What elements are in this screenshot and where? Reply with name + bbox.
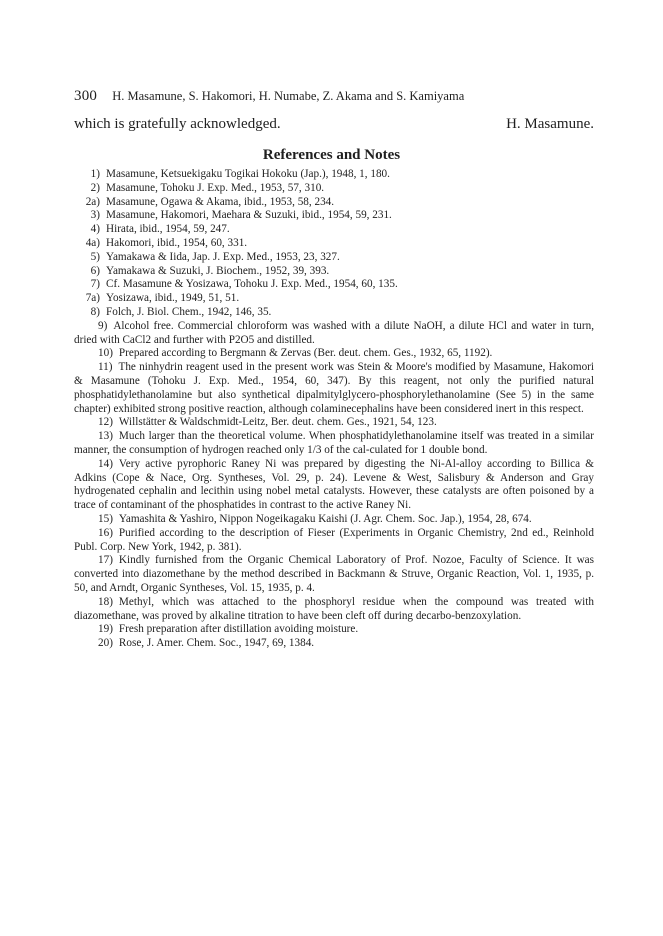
reference-number: 5) — [90, 250, 100, 263]
reference-text: Yamashita & Yashiro, Nippon Nogeikagaku Kaishi (J. Agr. Chem. Soc. Jap.), 1954, 28, 674. — [118, 512, 532, 525]
reference-number: 10) — [98, 347, 113, 360]
section-title: References and Notes — [262, 147, 401, 163]
reference-item — [74, 237, 594, 251]
reference-number: 2) — [90, 181, 100, 194]
reference-item — [74, 278, 594, 292]
reference-text: Prepared according to Bergmann & Zervas (Ber. deut. chem. Ges., 1932, 65, 1192). — [118, 347, 493, 360]
reference-text: Masamune, Ogawa & Akama, ibid., 1953, 58, 234. — [106, 195, 335, 208]
reference-number: 3) — [90, 209, 100, 222]
reference-item — [74, 223, 594, 237]
reference-item — [74, 596, 594, 624]
reference-item — [74, 513, 594, 527]
reference-number: 6) — [90, 264, 100, 277]
reference-item — [74, 347, 594, 361]
acknowledgement-text: which is gratefully acknowledged. — [74, 116, 281, 132]
reference-text: Masamune, Tohoku J. Exp. Med., 1953, 57, 310. — [106, 181, 325, 194]
reference-number: 19) — [98, 623, 113, 636]
reference-item — [74, 292, 594, 306]
reference-item — [74, 430, 594, 458]
reference-item — [74, 361, 594, 416]
reference-number: 12) — [98, 416, 113, 429]
reference-number: 4) — [90, 223, 100, 236]
references-list — [74, 168, 594, 651]
reference-number: 14) — [98, 457, 113, 470]
reference-number: 8) — [90, 305, 100, 318]
reference-number: 20) — [98, 637, 113, 650]
reference-text: Yamakawa & Suzuki, J. Biochem., 1952, 39, 393. — [106, 264, 330, 277]
reference-item — [74, 168, 594, 182]
reference-item — [74, 527, 594, 555]
reference-item — [74, 623, 594, 637]
reference-item — [74, 416, 594, 430]
reference-number: 16) — [98, 526, 113, 539]
reference-number: 2a) — [85, 195, 100, 208]
reference-text: Very active pyrophoric Raney Ni was prepared by digesting the Ni-Al-alloy according to Billica & Adkins (Cope & Nace, Org. Syntheses, Vol. 29, p. 24). Levene & West, Salisbury & Anderson and Gray hydrogenated cephalin and lecithin using nobel metal catalysts. However, these catalysts are often poisoned by a trace of contaminant of the phosphatides in contrast to the active Raney Ni. — [74, 457, 594, 512]
reference-number: 18) — [98, 595, 113, 608]
reference-text: Alcohol free. Commercial chloroform was washed with a dilute NaOH, a dilute HCl and water in turn, dried with CaCl2 and further with P2O5 and distilled. — [74, 319, 594, 346]
reference-item — [74, 265, 594, 279]
reference-text: The ninhydrin reagent used in the present work was Stein & Moore's modified by Masamune, Hakomori & Masamune (Tohoku J. Exp. Med., 1954, 60, 347). By this reagent, not only the purified natural phosphatidylethanolamine but also synthetical dipalmitylglycero-phosphorylethanolamine (See 5) in the same chapter) exhibited strong positive reaction, although colaminecephalins have been considered inert in this respect. — [74, 361, 594, 415]
reference-number: 15) — [98, 512, 113, 525]
reference-number: 13) — [98, 430, 113, 443]
reference-text: Folch, J. Biol. Chem., 1942, 146, 35. — [106, 305, 272, 318]
page-number: 300 — [74, 88, 98, 104]
reference-text: Hakomori, ibid., 1954, 60, 331. — [106, 236, 248, 249]
reference-number: 4a) — [85, 236, 100, 249]
reference-text: Methyl, which was attached to the phosphoryl residue when the compound was treated with diazomethane, was proved by alkaline titration to have been cleft off during decarbo-benzoxylation. — [74, 595, 594, 622]
reference-number: 9) — [98, 319, 108, 332]
acknowledgement-line — [74, 116, 594, 133]
reference-text: Rose, J. Amer. Chem. Soc., 1947, 69, 1384. — [118, 637, 315, 650]
reference-text: Yamakawa & Iida, Jap. J. Exp. Med., 1953, 23, 327. — [106, 250, 340, 263]
reference-item — [74, 209, 594, 223]
reference-number: 11) — [98, 361, 113, 374]
reference-number: 7) — [90, 278, 100, 291]
reference-item — [74, 251, 594, 265]
running-header — [74, 88, 594, 105]
reference-text: Hirata, ibid., 1954, 59, 247. — [106, 223, 230, 236]
reference-item — [74, 637, 594, 651]
signature: H. Masamune. — [506, 116, 594, 132]
reference-text: Purified according to the description of Fieser (Experiments in Organic Chemistry, 2nd ed., Reinhold Publ. Corp. New York, 1942, p. 381). — [74, 526, 594, 553]
author-line: H. Masamune, S. Hakomori, H. Numabe, Z. Akama and S. Kamiyama — [112, 89, 465, 103]
reference-item — [74, 320, 594, 348]
reference-text: Cf. Masamune & Yosizawa, Tohoku J. Exp. Med., 1954, 60, 135. — [106, 278, 398, 291]
reference-item — [74, 182, 594, 196]
reference-item — [74, 196, 594, 210]
reference-item — [74, 306, 594, 320]
reference-text: Masamune, Hakomori, Maehara & Suzuki, ibid., 1954, 59, 231. — [106, 209, 392, 222]
reference-text: Kindly furnished from the Organic Chemical Laboratory of Prof. Nozoe, Faculty of Science. It was converted into diazomethane by the method described in Backmann & Struve, Organic Reaction, Vol. 1, 1935, p. 50, and Arndt, Organic Syntheses, Vol. 15, 1935, p. 4. — [74, 554, 594, 594]
reference-item — [74, 458, 594, 513]
reference-number: 1) — [90, 168, 100, 180]
reference-text: Fresh preparation after distillation avoiding moisture. — [118, 623, 359, 636]
reference-number: 17) — [98, 554, 113, 567]
reference-item — [74, 554, 594, 595]
reference-text: Yosizawa, ibid., 1949, 51, 51. — [106, 292, 240, 305]
reference-text: Willstätter & Waldschmidt-Leitz, Ber. deut. chem. Ges., 1921, 54, 123. — [118, 416, 437, 429]
reference-number: 7a) — [85, 292, 100, 305]
reference-text: Masamune, Ketsuekigaku Togikai Hokoku (Jap.), 1948, 1, 180. — [106, 168, 390, 180]
reference-text: Much larger than the theoretical volume. When phosphatidylethanolamine itself was treated in a similar manner, the consumption of hydrogen reached only 1/3 of the cal-culated for 1 double bond. — [74, 430, 594, 456]
